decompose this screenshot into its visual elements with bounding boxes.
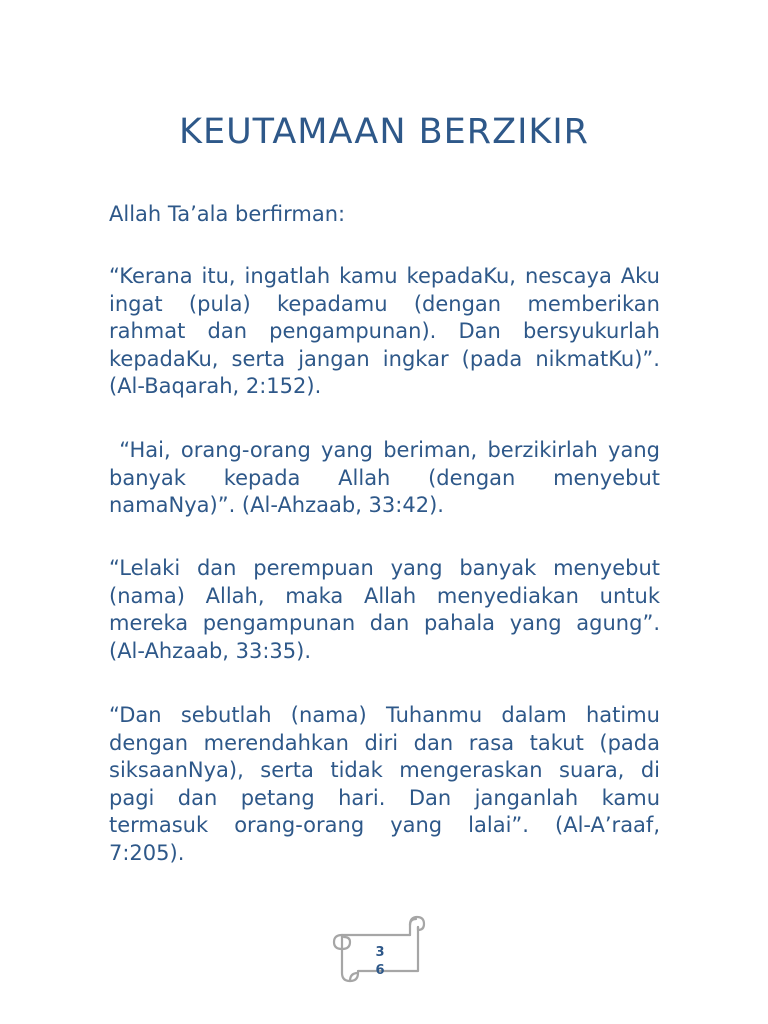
page-number bbox=[364, 944, 396, 980]
page-number-digit-2: 6 bbox=[375, 963, 385, 978]
page-number-digit-1: 3 bbox=[375, 945, 385, 960]
verse-paragraph-3: “Lelaki dan perempuan yang banyak menyebut (nama) Allah, maka Allah menyediakan untuk mereka pengampunan dan pahala yang agung”. (Al-Ahzaab, 33:35). bbox=[109, 556, 660, 663]
verse-paragraph-1: “Kerana itu, ingatlah kamu kepadaKu, nescaya Aku ingat (pula) kepadamu (dengan memberikan rahmat dan pengampunan). Dan bersyukurlah kepadaKu, serta jangan ingkar (pada nikmatKu)”. (Al-Baqarah, 2:152). bbox=[109, 264, 667, 398]
verse-paragraph-4: “Dan sebutlah (nama) Tuhanmu dalam hatimu dengan merendahkan diri dan rasa takut (pada siksaanNya), serta tidak mengeraskan suara, di pagi dan petang hari. Dan janganlah kamu termasuk orang-orang yang lalai”. (Al-A’raaf, 7:205). bbox=[109, 703, 660, 865]
verse-paragraph-2: “Hai, orang-orang yang beriman, berzikirlah yang banyak kepada Allah (dengan menyebut namaNya)”. (Al-Ahzaab, 33:42). bbox=[109, 438, 667, 517]
page-title: KEUTAMAAN BERZIKIR bbox=[179, 112, 589, 152]
intro-text: Allah Ta’ala berfirman: bbox=[109, 202, 346, 226]
